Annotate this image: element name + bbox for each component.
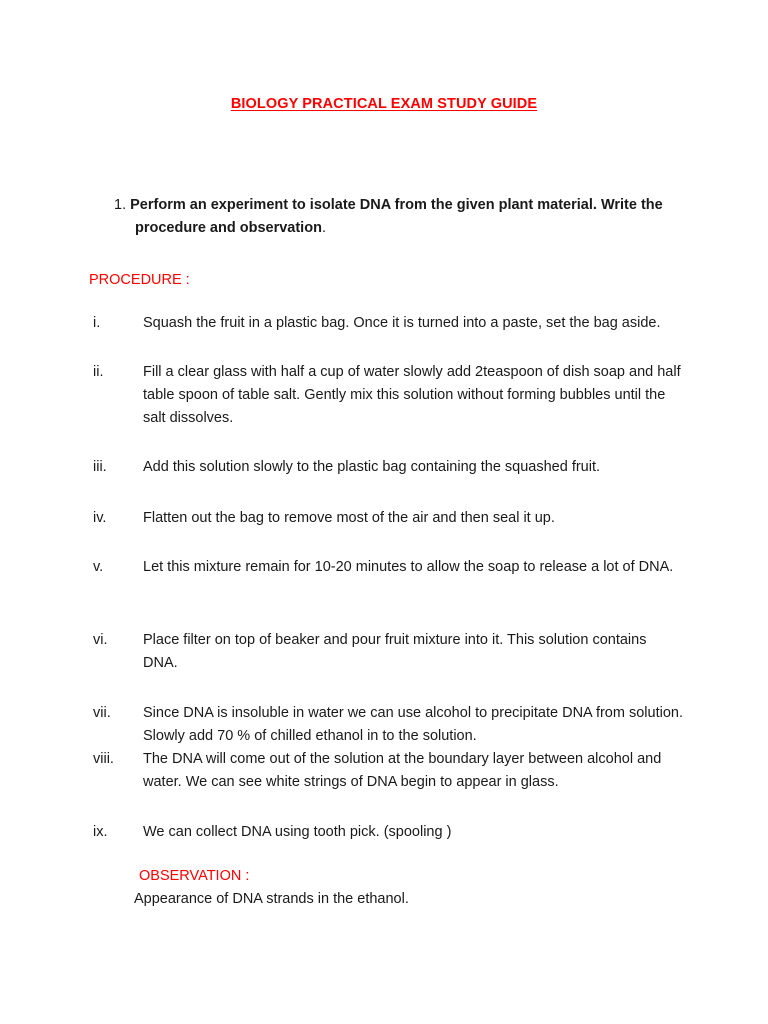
question-text-line2-end: . — [321, 220, 326, 236]
step-number: v. — [93, 559, 104, 575]
question-text-line2-bold: procedure and observation — [135, 220, 322, 236]
step-number: i. — [93, 315, 101, 331]
step-text: We can collect DNA using tooth pick. (spooling ) — [143, 824, 452, 840]
question-line2 — [114, 217, 684, 240]
step-number: ii. — [93, 364, 104, 380]
question-text-line1: Perform an experiment to isolate DNA from the given plant material. Write the — [130, 197, 663, 213]
step-text: The DNA will come out of the solution at the boundary layer between alcohol and water. We can see white strings of DNA begin to appear in glass. — [143, 751, 662, 790]
step-text: Let this mixture remain for 10-20 minutes to allow the soap to release a lot of DNA. — [143, 559, 674, 575]
step-text: Flatten out the bag to remove most of the air and then seal it up. — [143, 510, 555, 526]
observation-text: Appearance of DNA strands in the ethanol. — [134, 891, 409, 907]
step-text: Since DNA is insoluble in water we can use alcohol to precipitate DNA from solution. Slowly add 70 % of chilled ethanol in to the solution. — [143, 705, 683, 744]
step-number: iii. — [93, 459, 107, 475]
step-number: viii. — [93, 751, 114, 767]
step-number: vii. — [93, 705, 111, 721]
step-text: Place filter on top of beaker and pour fruit mixture into it. This solution contains DNA. — [143, 632, 647, 671]
document-title: BIOLOGY PRACTICAL EXAM STUDY GUIDE — [230, 96, 538, 112]
step-text: Fill a clear glass with half a cup of water slowly add 2teaspoon of dish soap and half table spoon of table salt. Gently mix this solution without forming bubbles until the salt dissolves. — [143, 364, 681, 426]
procedure-heading: PROCEDURE : — [89, 272, 190, 288]
observation-heading: OBSERVATION : — [139, 868, 250, 884]
step-number: vi. — [93, 632, 108, 648]
step-text: Squash the fruit in a plastic bag. Once it is turned into a paste, set the bag aside. — [143, 315, 661, 331]
step-number: iv. — [93, 510, 107, 526]
step-number: ix. — [93, 824, 108, 840]
question-number: 1. — [114, 197, 127, 213]
step-text: Add this solution slowly to the plastic bag containing the squashed fruit. — [143, 459, 601, 475]
question-1 — [114, 194, 684, 240]
